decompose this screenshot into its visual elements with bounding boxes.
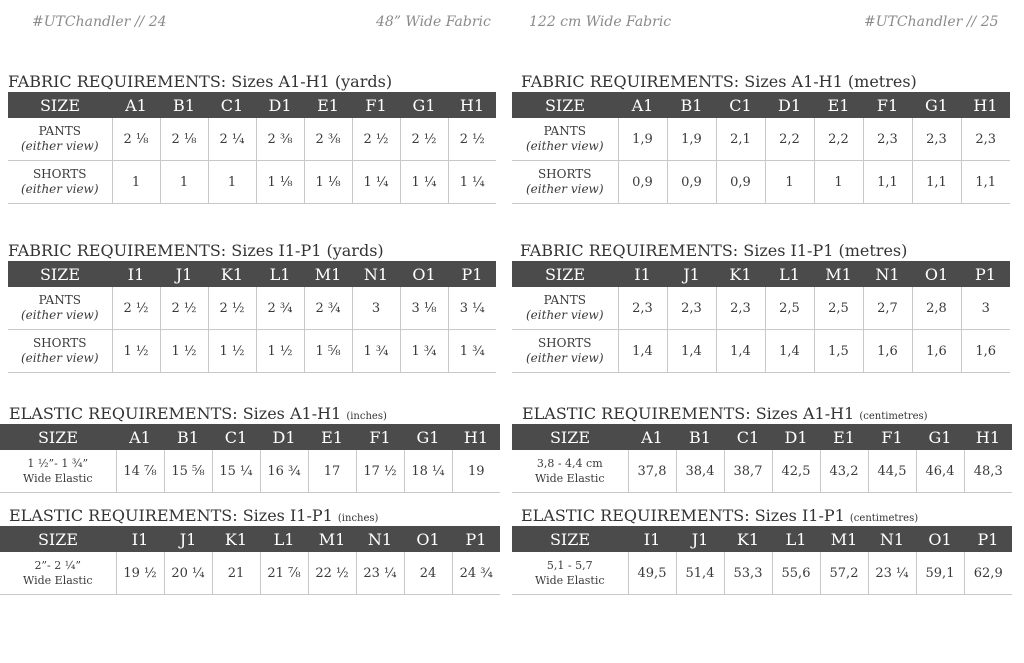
size-col: K1 (212, 526, 260, 552)
left-fabric-width: 48” Wide Fabric (376, 14, 491, 30)
size-col: P1 (961, 261, 1010, 287)
size-col: P1 (448, 261, 496, 287)
cell: 18 ¼ (404, 450, 452, 493)
size-col: M1 (820, 526, 868, 552)
cell: 1,1 (912, 161, 961, 204)
size-col: E1 (308, 424, 356, 450)
right-fabric-width: 122 cm Wide Fabric (529, 14, 672, 30)
cell: 1 ¼ (448, 161, 496, 204)
cell: 2 ½ (160, 287, 208, 330)
pants-text: PANTS (38, 124, 81, 138)
size-col: M1 (814, 261, 863, 287)
size-col: C1 (212, 424, 260, 450)
cell: 2 ¼ (208, 118, 256, 161)
size-col: D1 (260, 424, 308, 450)
cell: 2 ½ (208, 287, 256, 330)
cell: 1 ⅛ (256, 161, 304, 204)
cell: 14 ⅞ (116, 450, 164, 493)
size-col: O1 (400, 261, 448, 287)
cell: 1 ½ (256, 330, 304, 373)
shorts-text: SHORTS (537, 167, 592, 181)
cell: 62,9 (964, 552, 1012, 595)
size-col: H1 (448, 92, 496, 118)
elastic-cm-a-table (512, 424, 1012, 493)
elastic-inches-a-section (0, 404, 500, 493)
fabric-yards-i-title: FABRIC REQUIREMENTS: Sizes I1-P1 (yards) (8, 241, 384, 260)
cell: 16 ¾ (260, 450, 308, 493)
elastic-inches-i-title (0, 506, 500, 526)
size-header: SIZE (512, 92, 618, 118)
cell: 0,9 (667, 161, 716, 204)
elastic-inches-a-table (0, 424, 500, 493)
cell: 1,4 (716, 330, 765, 373)
size-col: I1 (618, 261, 667, 287)
shorts-label (8, 161, 112, 204)
elastic-inches-a-title (0, 404, 500, 424)
cell: 2,5 (814, 287, 863, 330)
cell: 53,3 (724, 552, 772, 595)
fabric-yards-a-title: FABRIC REQUIREMENTS: Sizes A1-H1 (yards) (8, 72, 393, 91)
cell: 2 ⅛ (160, 118, 208, 161)
fabric-metres-i-table (512, 261, 1010, 373)
cell: 1 (208, 161, 256, 204)
unit-label: (inches) (346, 411, 387, 422)
table-header-row (512, 424, 1012, 450)
table-header-row (0, 526, 500, 552)
pants-row (8, 118, 496, 161)
cell: 1,1 (863, 161, 912, 204)
cell: 1 (814, 161, 863, 204)
cell: 2,8 (912, 287, 961, 330)
pants-text: PANTS (38, 293, 81, 307)
size-col: J1 (676, 526, 724, 552)
cell: 1 ¾ (352, 330, 400, 373)
pants-label (8, 287, 112, 330)
cell: 37,8 (628, 450, 676, 493)
pants-row (8, 287, 496, 330)
fabric-yards-a-table (8, 92, 496, 204)
size-col: B1 (667, 92, 716, 118)
size-col: D1 (256, 92, 304, 118)
shorts-row (512, 161, 1010, 204)
cell: 3 ⅛ (400, 287, 448, 330)
size-col: B1 (164, 424, 212, 450)
cell: 49,5 (628, 552, 676, 595)
cell: 2,3 (716, 287, 765, 330)
size-col: M1 (308, 526, 356, 552)
cell: 0,9 (716, 161, 765, 204)
pants-label (8, 118, 112, 161)
size-col: N1 (352, 261, 400, 287)
cell: 55,6 (772, 552, 820, 595)
elastic-sub: Wide Elastic (22, 574, 93, 587)
size-col: A1 (628, 424, 676, 450)
cell: 1,4 (765, 330, 814, 373)
size-col: L1 (772, 526, 820, 552)
cell: 2 ¾ (256, 287, 304, 330)
cell: 3 ¼ (448, 287, 496, 330)
table-header-row (8, 92, 496, 118)
cell: 2 ⅜ (256, 118, 304, 161)
size-col: O1 (912, 261, 961, 287)
cell: 3 (352, 287, 400, 330)
size-col: O1 (916, 526, 964, 552)
shorts-text: SHORTS (537, 336, 592, 350)
elastic-title-text: ELASTIC REQUIREMENTS: Sizes A1-H1 (9, 404, 342, 423)
cell: 2 ½ (400, 118, 448, 161)
size-col: H1 (964, 424, 1012, 450)
size-col: H1 (452, 424, 500, 450)
size-header: SIZE (512, 424, 628, 450)
shorts-text: SHORTS (32, 167, 87, 181)
cell: 1 (765, 161, 814, 204)
size-col: L1 (256, 261, 304, 287)
cell: 2 ½ (448, 118, 496, 161)
fabric-metres-a-section (512, 72, 1010, 204)
size-col: M1 (304, 261, 352, 287)
cell: 19 ½ (116, 552, 164, 595)
cell: 1 ¼ (352, 161, 400, 204)
cell: 3 (961, 287, 1010, 330)
cell: 19 (452, 450, 500, 493)
elastic-row (512, 450, 1012, 493)
fabric-metres-i-section (512, 241, 1010, 373)
cell: 2,3 (618, 287, 667, 330)
cell: 24 (404, 552, 452, 595)
size-col: L1 (765, 261, 814, 287)
size-col: J1 (667, 261, 716, 287)
size-col: K1 (208, 261, 256, 287)
shorts-label (512, 330, 618, 373)
size-col: F1 (356, 424, 404, 450)
cell: 1 ⅛ (304, 161, 352, 204)
pants-label (512, 287, 618, 330)
elastic-row (0, 552, 500, 595)
cell: 1,4 (618, 330, 667, 373)
size-col: A1 (618, 92, 667, 118)
cell: 1,6 (863, 330, 912, 373)
cell: 1 ¼ (400, 161, 448, 204)
table-header-row (512, 526, 1012, 552)
unit-label: (centimetres) (859, 411, 928, 422)
cell: 1 (112, 161, 160, 204)
shorts-label (512, 161, 618, 204)
cell: 1 ½ (208, 330, 256, 373)
cell: 1,9 (618, 118, 667, 161)
cell: 2,3 (961, 118, 1010, 161)
elastic-label (0, 552, 116, 595)
cell: 17 ½ (356, 450, 404, 493)
cell: 59,1 (916, 552, 964, 595)
shorts-sub: (either view) (526, 351, 604, 365)
shorts-sub: (either view) (21, 351, 99, 365)
size-col: F1 (352, 92, 400, 118)
size-col: C1 (208, 92, 256, 118)
pants-row (512, 287, 1010, 330)
elastic-row (512, 552, 1012, 595)
size-col: D1 (772, 424, 820, 450)
cell: 0,9 (618, 161, 667, 204)
cell: 38,4 (676, 450, 724, 493)
size-col: E1 (820, 424, 868, 450)
cell: 1 (160, 161, 208, 204)
size-col: L1 (260, 526, 308, 552)
elastic-sub: Wide Elastic (534, 574, 605, 587)
cell: 15 ¼ (212, 450, 260, 493)
cell: 15 ⅝ (164, 450, 212, 493)
size-col: H1 (961, 92, 1010, 118)
size-col: C1 (716, 92, 765, 118)
cell: 2,7 (863, 287, 912, 330)
size-col: A1 (112, 92, 160, 118)
elastic-width: 2”- 2 ¼” (34, 559, 82, 572)
table-header-row (512, 261, 1010, 287)
shorts-row (8, 161, 496, 204)
cell: 51,4 (676, 552, 724, 595)
size-header: SIZE (8, 92, 112, 118)
elastic-title-text: ELASTIC REQUIREMENTS: Sizes I1-P1 (521, 506, 845, 525)
size-col: D1 (765, 92, 814, 118)
unit-label: (centimetres) (849, 513, 919, 524)
unit-label: (inches) (337, 513, 379, 524)
pants-sub: (either view) (21, 139, 99, 153)
size-col: G1 (916, 424, 964, 450)
cell: 21 ⅞ (260, 552, 308, 595)
cell: 2,3 (912, 118, 961, 161)
size-col: N1 (356, 526, 404, 552)
cell: 57,2 (820, 552, 868, 595)
fabric-metres-a-title: FABRIC REQUIREMENTS: Sizes A1-H1 (metres) (521, 72, 917, 91)
cell: 20 ¼ (164, 552, 212, 595)
cell: 2 ⅛ (112, 118, 160, 161)
cell: 1 ¾ (448, 330, 496, 373)
table-header-row (0, 424, 500, 450)
size-col: J1 (160, 261, 208, 287)
size-col: I1 (116, 526, 164, 552)
cell: 2 ½ (352, 118, 400, 161)
elastic-inches-i-table (0, 526, 500, 595)
cell: 2,5 (765, 287, 814, 330)
pants-label (512, 118, 618, 161)
elastic-label (512, 552, 628, 595)
size-col: J1 (164, 526, 212, 552)
size-col: E1 (304, 92, 352, 118)
cell: 44,5 (868, 450, 916, 493)
elastic-width: 1 ½”- 1 ¾” (27, 457, 89, 470)
pants-row (512, 118, 1010, 161)
elastic-width: 5,1 - 5,7 (546, 559, 593, 572)
size-col: F1 (868, 424, 916, 450)
size-header: SIZE (512, 526, 628, 552)
size-col: C1 (724, 424, 772, 450)
cell: 43,2 (820, 450, 868, 493)
left-page-number: #UTChandler // 24 (32, 14, 167, 30)
size-col: F1 (863, 92, 912, 118)
pants-text: PANTS (543, 293, 586, 307)
cell: 2 ½ (112, 287, 160, 330)
pants-sub: (either view) (526, 139, 604, 153)
elastic-cm-i-section (512, 506, 1012, 595)
size-col: B1 (160, 92, 208, 118)
cell: 2,2 (765, 118, 814, 161)
cell: 2 ⅜ (304, 118, 352, 161)
cell: 1 ½ (112, 330, 160, 373)
cell: 1,4 (667, 330, 716, 373)
size-col: N1 (863, 261, 912, 287)
table-header-row (512, 92, 1010, 118)
cell: 1 ¾ (400, 330, 448, 373)
elastic-sub: Wide Elastic (534, 472, 605, 485)
size-col: P1 (452, 526, 500, 552)
elastic-cm-a-title (512, 404, 1012, 424)
fabric-metres-a-table (512, 92, 1010, 204)
cell: 22 ½ (308, 552, 356, 595)
pants-sub: (either view) (21, 308, 99, 322)
cell: 1 ⅝ (304, 330, 352, 373)
elastic-title-text: ELASTIC REQUIREMENTS: Sizes A1-H1 (522, 404, 855, 423)
shorts-row (8, 330, 496, 373)
cell: 23 ¼ (356, 552, 404, 595)
cell: 48,3 (964, 450, 1012, 493)
cell: 1,6 (961, 330, 1010, 373)
cell: 42,5 (772, 450, 820, 493)
elastic-cm-a-section (512, 404, 1012, 493)
elastic-cm-i-title (512, 506, 1012, 526)
right-page-number: #UTChandler // 25 (864, 14, 999, 30)
elastic-label (512, 450, 628, 493)
shorts-row (512, 330, 1010, 373)
size-col: A1 (116, 424, 164, 450)
size-col: G1 (404, 424, 452, 450)
size-col: O1 (404, 526, 452, 552)
size-col: G1 (912, 92, 961, 118)
cell: 1,1 (961, 161, 1010, 204)
elastic-cm-i-table (512, 526, 1012, 595)
size-col: G1 (400, 92, 448, 118)
cell: 24 ¾ (452, 552, 500, 595)
size-header: SIZE (8, 261, 112, 287)
shorts-sub: (either view) (526, 182, 604, 196)
cell: 46,4 (916, 450, 964, 493)
cell: 21 (212, 552, 260, 595)
size-header: SIZE (512, 261, 618, 287)
size-header: SIZE (0, 526, 116, 552)
pants-sub: (either view) (526, 308, 604, 322)
fabric-yards-i-table (8, 261, 496, 373)
cell: 23 ¼ (868, 552, 916, 595)
size-col: B1 (676, 424, 724, 450)
elastic-label (0, 450, 116, 493)
size-col: I1 (112, 261, 160, 287)
size-col: P1 (964, 526, 1012, 552)
size-col: K1 (716, 261, 765, 287)
cell: 2,3 (863, 118, 912, 161)
elastic-inches-i-section (0, 506, 500, 595)
fabric-metres-i-title: FABRIC REQUIREMENTS: Sizes I1-P1 (metres) (520, 241, 908, 260)
shorts-label (8, 330, 112, 373)
shorts-sub: (either view) (21, 182, 99, 196)
cell: 2,1 (716, 118, 765, 161)
elastic-width: 3,8 - 4,4 cm (536, 457, 603, 470)
cell: 1,5 (814, 330, 863, 373)
cell: 1,9 (667, 118, 716, 161)
fabric-yards-a-section (8, 72, 496, 204)
elastic-row (0, 450, 500, 493)
size-col: I1 (628, 526, 676, 552)
size-col: N1 (868, 526, 916, 552)
cell: 2,2 (814, 118, 863, 161)
cell: 38,7 (724, 450, 772, 493)
size-header: SIZE (0, 424, 116, 450)
cell: 1,6 (912, 330, 961, 373)
pants-text: PANTS (543, 124, 586, 138)
shorts-text: SHORTS (32, 336, 87, 350)
cell: 2 ¾ (304, 287, 352, 330)
cell: 17 (308, 450, 356, 493)
cell: 2,3 (667, 287, 716, 330)
elastic-sub: Wide Elastic (22, 472, 93, 485)
elastic-title-text: ELASTIC REQUIREMENTS: Sizes I1-P1 (9, 506, 333, 525)
fabric-yards-i-section (8, 241, 496, 373)
cell: 1 ½ (160, 330, 208, 373)
size-col: E1 (814, 92, 863, 118)
table-header-row (8, 261, 496, 287)
size-col: K1 (724, 526, 772, 552)
